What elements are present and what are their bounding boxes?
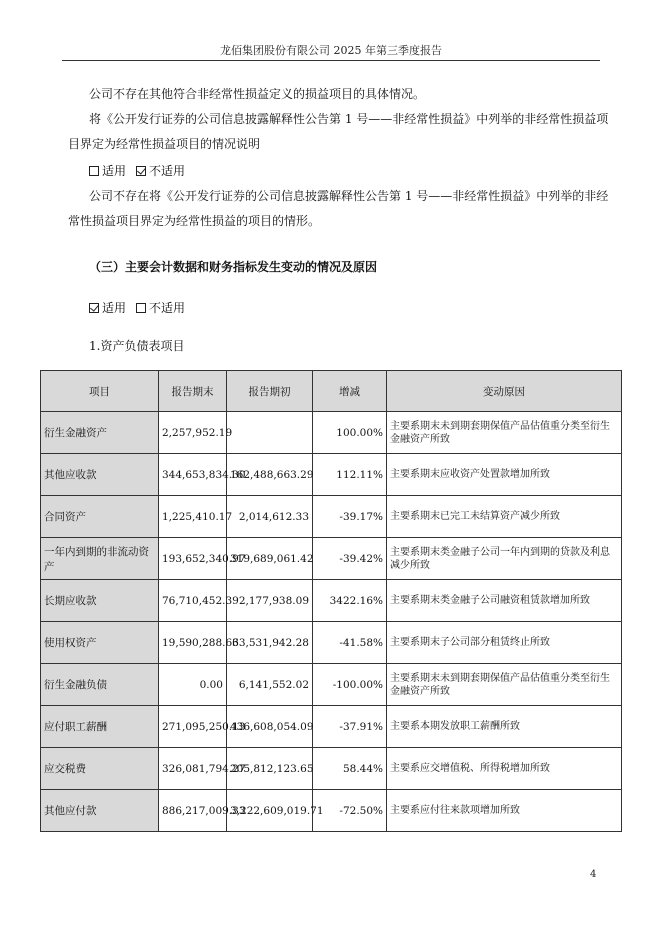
- period-begin-cell: [227, 412, 313, 454]
- reason-cell: 主要系期末类金融子公司一年内到期的贷款及利息减少所致: [387, 538, 622, 580]
- balance-sheet-subheading: 1.资产负债表项目: [89, 339, 185, 353]
- option-applicable-2[interactable]: [89, 301, 126, 315]
- item-name-cell: 其他应付款: [41, 790, 159, 832]
- table-row: [41, 748, 622, 790]
- option-applicable-label: 适用: [102, 164, 127, 178]
- page-number: 4: [590, 869, 597, 880]
- table-row: [41, 580, 622, 622]
- period-end-cell: 19,590,288.66: [159, 622, 227, 664]
- option-not-applicable-1[interactable]: [136, 164, 185, 178]
- item-name-cell: 应付职工薪酬: [41, 706, 159, 748]
- table-row: [41, 496, 622, 538]
- applicability-options-1: [89, 164, 195, 178]
- period-end-cell: 193,652,340.97: [159, 538, 227, 580]
- column-header-reason: 变动原因: [387, 371, 622, 412]
- period-end-cell: 0.00: [159, 664, 227, 706]
- period-begin-cell: 33,531,942.28: [227, 622, 313, 664]
- period-begin-cell: 162,488,663.29: [227, 454, 313, 496]
- option-not-applicable-2[interactable]: [136, 301, 185, 315]
- change-cell: 3422.16%: [313, 580, 387, 622]
- table-row: [41, 664, 622, 706]
- period-end-cell: 344,653,834.30: [159, 454, 227, 496]
- reason-cell: 主要系期末子公司部分租赁终止所致: [387, 622, 622, 664]
- change-cell: -37.91%: [313, 706, 387, 748]
- period-end-cell: 886,217,009.33: [159, 790, 227, 832]
- period-begin-cell: 6,141,552.02: [227, 664, 313, 706]
- paragraph-no-other-items: 公司不存在其他符合非经常性损益定义的损益项目的具体情况。: [89, 87, 426, 101]
- period-end-cell: 271,095,250.13: [159, 706, 227, 748]
- option-applicable-label: 适用: [102, 301, 127, 315]
- option-applicable-1[interactable]: [89, 164, 126, 178]
- column-header-change: 增减: [313, 371, 387, 412]
- reason-cell: 主要系应付往来款项增加所致: [387, 790, 622, 832]
- period-end-cell: 326,081,794.27: [159, 748, 227, 790]
- option-not-applicable-label: 不适用: [149, 301, 186, 315]
- change-cell: 112.11%: [313, 454, 387, 496]
- reason-cell: 主要系期末未到期套期保值产品估值重分类至衍生金融资产所致: [387, 412, 622, 454]
- header-divider: [62, 60, 600, 61]
- option-not-applicable-label: 不适用: [149, 164, 186, 178]
- period-begin-cell: 319,689,061.42: [227, 538, 313, 580]
- change-cell: -100.00%: [313, 664, 387, 706]
- item-name-cell: 应交税费: [41, 748, 159, 790]
- applicability-options-2: [89, 301, 195, 315]
- checkbox-checked-icon[interactable]: [89, 303, 99, 313]
- item-name-cell: 衍生金融负债: [41, 664, 159, 706]
- item-name-cell: 合同资产: [41, 496, 159, 538]
- checkbox-unchecked-icon[interactable]: [136, 303, 146, 313]
- item-name-cell: 衍生金融资产: [41, 412, 159, 454]
- period-end-cell: 1,225,410.17: [159, 496, 227, 538]
- reason-cell: 主要系应交增值税、所得税增加所致: [387, 748, 622, 790]
- paragraph-classification-line2: 目界定为经常性损益项目的情况说明: [68, 137, 261, 151]
- table-row: [41, 706, 622, 748]
- table-row: [41, 790, 622, 832]
- period-begin-cell: 3,222,609,019.71: [227, 790, 313, 832]
- paragraph-no-reclassification-line1: 公司不存在将《公开发行证券的公司信息披露解释性公告第 1 号——非经常性损益》中列举的非经: [89, 189, 609, 203]
- period-begin-cell: 2,177,938.09: [227, 580, 313, 622]
- table-row: [41, 454, 622, 496]
- period-begin-cell: 436,608,054.09: [227, 706, 313, 748]
- column-header-period-begin: 报告期初: [227, 371, 313, 412]
- period-begin-cell: 205,812,123.65: [227, 748, 313, 790]
- change-cell: 58.44%: [313, 748, 387, 790]
- change-cell: 100.00%: [313, 412, 387, 454]
- period-end-cell: 76,710,452.39: [159, 580, 227, 622]
- reason-cell: 主要系期末应收资产处置款增加所致: [387, 454, 622, 496]
- reason-cell: 主要系期末类金融子公司融资租赁款增加所致: [387, 580, 622, 622]
- item-name-cell: 一年内到期的非流动资产: [41, 538, 159, 580]
- reason-cell: 主要系本期发放职工薪酬所致: [387, 706, 622, 748]
- period-begin-cell: 2,014,612.33: [227, 496, 313, 538]
- change-cell: -41.58%: [313, 622, 387, 664]
- section-heading: （三）主要会计数据和财务指标发生变动的情况及原因: [89, 260, 378, 274]
- reason-cell: 主要系期末已完工未结算资产减少所致: [387, 496, 622, 538]
- item-name-cell: 使用权资产: [41, 622, 159, 664]
- table-row: [41, 412, 622, 454]
- reason-cell: 主要系期末未到期套期保值产品估值重分类至衍生金融资产所致: [387, 664, 622, 706]
- page-header: 龙佰集团股份有限公司 2025 年第三季度报告: [220, 44, 442, 57]
- period-end-cell: 2,257,952.19: [159, 412, 227, 454]
- table-row: [41, 622, 622, 664]
- item-name-cell: 其他应收款: [41, 454, 159, 496]
- paragraph-classification-line1: 将《公开发行证券的公司信息披露解释性公告第 1 号——非经常性损益》中列举的非经常性损益项: [89, 112, 609, 126]
- change-cell: -72.50%: [313, 790, 387, 832]
- checkbox-unchecked-icon[interactable]: [89, 166, 99, 176]
- checkbox-checked-icon[interactable]: [136, 166, 146, 176]
- item-name-cell: 长期应收款: [41, 580, 159, 622]
- table-row: [41, 538, 622, 580]
- balance-sheet-table: [40, 370, 622, 832]
- change-cell: -39.42%: [313, 538, 387, 580]
- paragraph-no-reclassification-line2: 常性损益项目界定为经常性损益的项目的情形。: [68, 214, 321, 228]
- table-header-row: [41, 371, 622, 412]
- change-cell: -39.17%: [313, 496, 387, 538]
- column-header-item: 项目: [41, 371, 159, 412]
- column-header-period-end: 报告期末: [159, 371, 227, 412]
